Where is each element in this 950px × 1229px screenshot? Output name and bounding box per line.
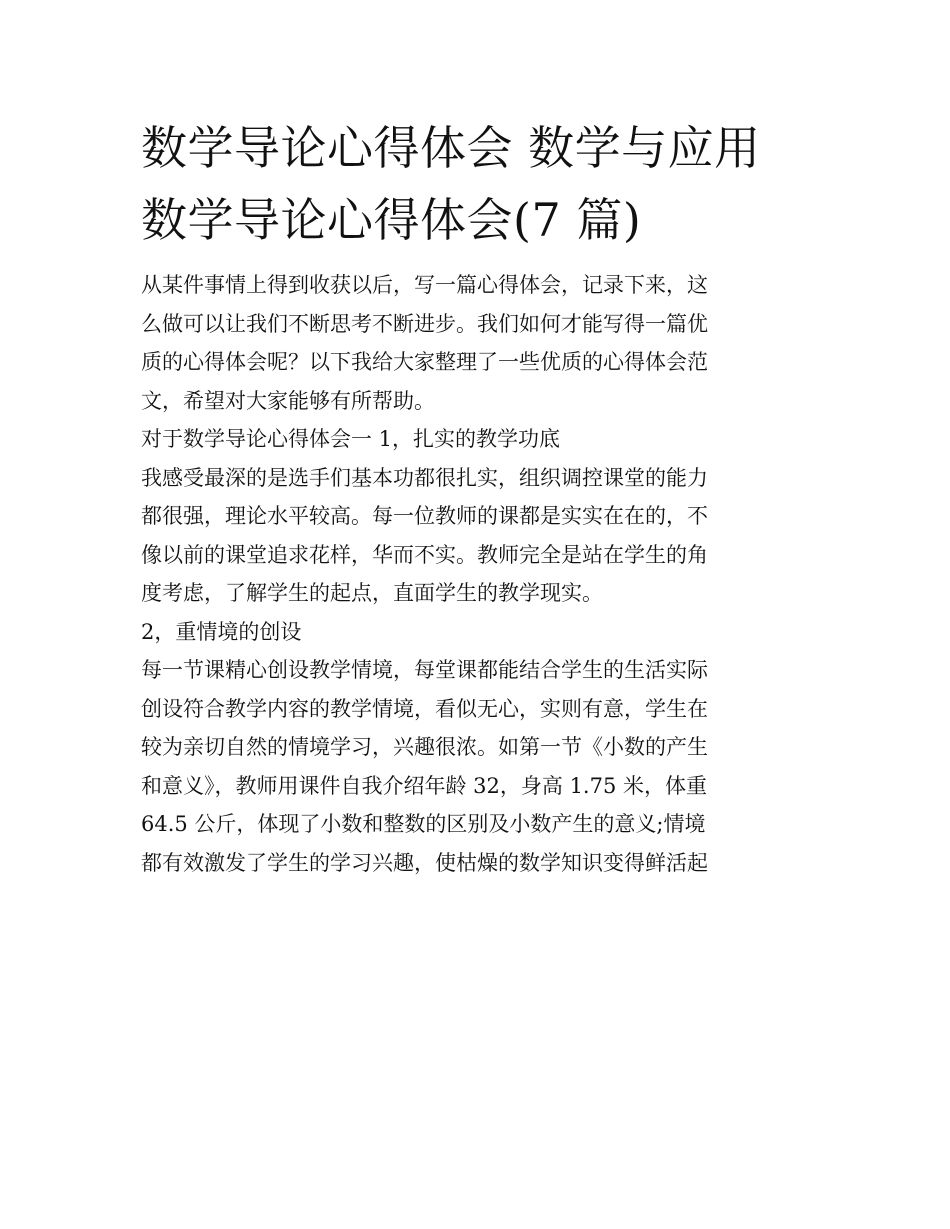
paragraph-line: 么做可以让我们不断思考不断进步。我们如何才能写得一篇优 xyxy=(141,311,708,336)
title-line: 数学导论心得体会 数学与应用 xyxy=(141,121,761,175)
section2-paragraph xyxy=(141,651,813,882)
paragraph-line: 都很强，理论水平较高。每一位教师的课都是实实在在的，不 xyxy=(141,504,708,528)
paragraph-line: 度考虑，了解学生的起点，直面学生的教学现实。 xyxy=(141,581,603,605)
paragraph-line: 和意义》，教师用课件自我介绍年龄 32，身高 1.75 米，体重 xyxy=(141,773,708,798)
title-line: 数学导论心得体会(7 篇) xyxy=(141,193,642,247)
intro-paragraph xyxy=(141,266,813,420)
paragraph-line: 文，希望对大家能够有所帮助。 xyxy=(141,388,435,413)
paragraph-line: 从某件事情上得到收获以后，写一篇心得体会，记录下来，这 xyxy=(141,273,708,297)
document-body xyxy=(141,112,813,882)
document-title xyxy=(141,112,813,256)
paragraph-line: 我感受最深的是选手们基本功都很扎实，组织调控课堂的能力 xyxy=(141,465,708,490)
section1-paragraph xyxy=(141,459,813,613)
paragraph-line: 每一节课精心创设教学情境，每堂课都能结合学生的生活实际 xyxy=(141,658,708,682)
paragraph-line: 都有效激发了学生的学习兴趣，使枯燥的数学知识变得鲜活起 xyxy=(141,850,708,875)
paragraph-line: 较为亲切自然的情境学习，兴趣很浓。如第一节《小数的产生 xyxy=(141,735,708,759)
paragraph-line: 64.5 公斤，体现了小数和整数的区别及小数产生的意义;情境 xyxy=(141,812,706,836)
paragraph-line: 像以前的课堂追求花样，华而不实。教师完全是站在学生的角 xyxy=(141,542,708,567)
paragraph-line: 创设符合教学内容的教学情境，看似无心，实则有意，学生在 xyxy=(141,696,708,721)
paragraph-line: 质的心得体会呢？以下我给大家整理了一些优质的心得体会范 xyxy=(141,350,708,374)
section-heading-2: 2，重情境的创设 xyxy=(141,619,302,644)
section-heading-1: 对于数学导论心得体会一 1，扎实的教学功底 xyxy=(141,427,561,451)
